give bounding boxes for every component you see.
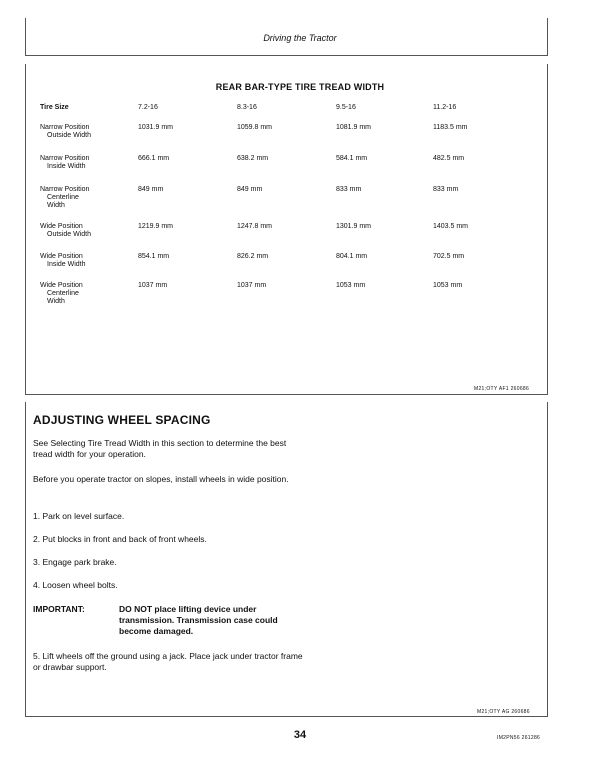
row-label-line: Width (47, 298, 65, 305)
table-cell: 1053 mm (336, 282, 366, 289)
row-label-line: Narrow Position (40, 155, 90, 162)
section-frame-left-rule (25, 402, 26, 716)
table-cell: 849 mm (237, 186, 263, 193)
intro-paragraph: Before you operate tractor on slopes, install wheels in wide position. (33, 474, 289, 484)
table-cell: 1219.9 mm (138, 223, 174, 230)
intro-paragraph: See Selecting Tire Tread Width in this section to determine the best tread width for your operation. (33, 438, 287, 459)
row-label-line: Wide Position (40, 253, 83, 260)
footer-code: IM2PN56 261286 (497, 735, 541, 741)
section-frame-right-rule (547, 402, 548, 716)
table-cell: 1059.8 mm (237, 124, 273, 131)
table-cell: 1037 mm (237, 282, 267, 289)
section-heading: ADJUSTING WHEEL SPACING (33, 413, 211, 427)
important-label: IMPORTANT: (33, 604, 85, 614)
important-text: DO NOT place lifting device under transmission. Transmission case could become damaged. (119, 604, 278, 636)
row-label-line: Wide Position (40, 282, 83, 289)
page-number: 34 (293, 729, 307, 741)
table-cell: 1031.9 mm (138, 124, 174, 131)
table-cell: 1037 mm (138, 282, 168, 289)
table-reference-code: M21;OTY AF1 260686 (474, 386, 530, 392)
table-frame-right-rule (547, 64, 548, 394)
table-cell: 1247.8 mm (237, 223, 273, 230)
row-label-line: Inside Width (47, 261, 86, 268)
table-cell: 833 mm (336, 186, 362, 193)
table-row-label (40, 124, 91, 140)
table-cell: 849 mm (138, 186, 164, 193)
table-row-label (40, 155, 89, 171)
table-row-label (40, 253, 86, 269)
table-cell: 826.2 mm (237, 253, 269, 260)
table-cell: 584.1 mm (336, 155, 368, 162)
table-cell: 1183.5 mm (433, 124, 468, 131)
table-frame-bottom-rule (25, 394, 548, 395)
step-item: 1. Park on level surface. (33, 511, 125, 521)
row-label-line: Centerline (47, 290, 79, 297)
table-frame-left-rule (25, 64, 26, 394)
step-item: 3. Engage park brake. (33, 557, 117, 567)
table-cell: 638.2 mm (237, 155, 269, 162)
section-frame-bottom-rule (25, 716, 548, 717)
table-cell: 666.1 mm (138, 155, 170, 162)
row-label-line: Outside Width (47, 231, 91, 238)
running-head: Driving the Tractor (263, 33, 337, 43)
table-cell: 1081.9 mm (336, 124, 372, 131)
step-item: 2. Put blocks in front and back of front wheels. (33, 534, 207, 544)
table-cell: 833 mm (433, 186, 459, 193)
section-reference-code: M21;OTY AG 260686 (477, 709, 530, 715)
top-frame-bottom-rule (25, 55, 548, 56)
step-item: 5. Lift wheels off the ground using a jack. Place jack under tractor frame or drawbar support. (33, 651, 303, 672)
table-cell: 482.5 mm (433, 155, 465, 162)
table-header-col-3: 9.5-16 (336, 104, 356, 111)
table-header-col-2: 8.3-16 (237, 104, 257, 111)
table-row-label (40, 186, 89, 210)
row-label-line: Outside Width (47, 132, 91, 139)
table-cell: 702.5 mm (433, 253, 465, 260)
table-cell: 1301.9 mm (336, 223, 372, 230)
row-label-line: Width (47, 202, 65, 209)
table-cell: 1403.5 mm (433, 223, 469, 230)
table-cell: 1053 mm (433, 282, 463, 289)
row-label-line: Centerline (47, 194, 79, 201)
table-header-col-1: 7.2-16 (138, 104, 158, 111)
row-label-line: Inside Width (47, 163, 86, 170)
row-label-line: Narrow Position (40, 186, 90, 193)
table-row-label (40, 282, 83, 306)
table-cell: 804.1 mm (336, 253, 368, 260)
table-cell: 854.1 mm (138, 253, 170, 260)
row-label-line: Narrow Position (40, 124, 90, 131)
table-header-label: Tire Size (40, 104, 69, 111)
step-item: 4. Loosen wheel bolts. (33, 580, 118, 590)
table-title: REAR BAR-TYPE TIRE TREAD WIDTH (215, 82, 385, 92)
table-row-label (40, 223, 91, 239)
table-header-col-4: 11.2-16 (433, 104, 457, 111)
row-label-line: Wide Position (40, 223, 83, 230)
